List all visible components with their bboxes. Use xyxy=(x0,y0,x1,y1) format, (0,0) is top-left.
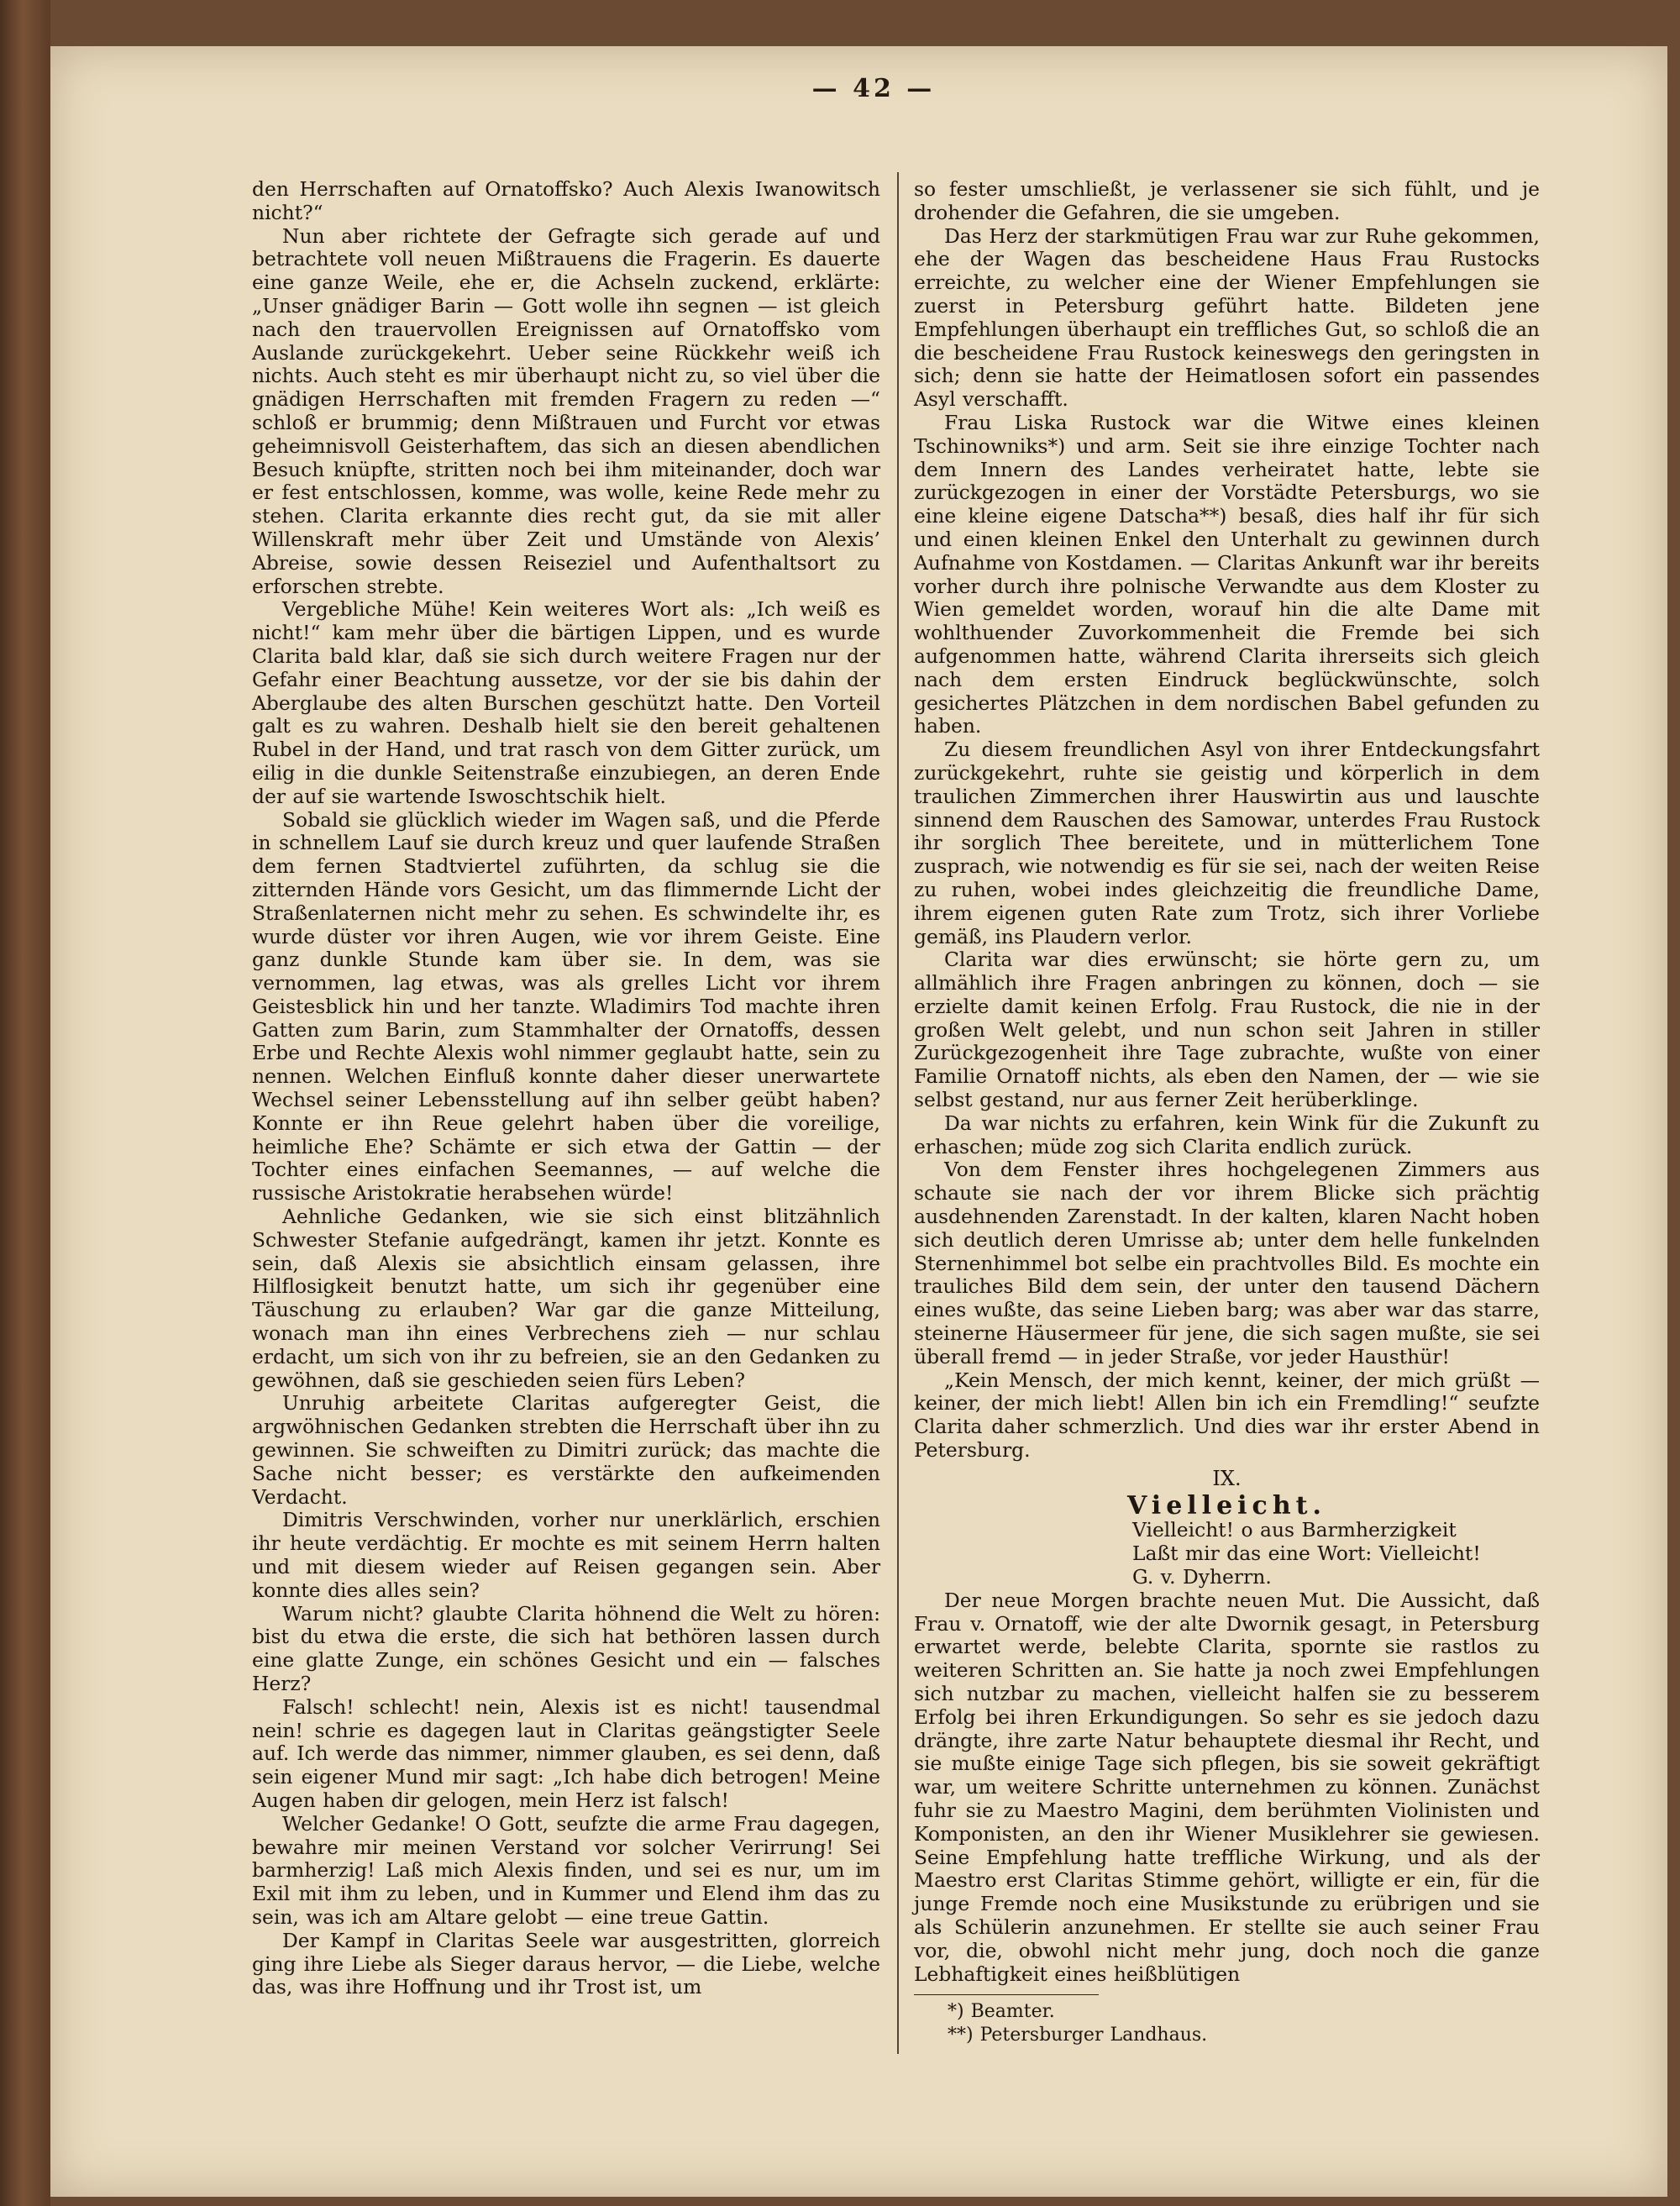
paragraph: Unruhig arbeitete Claritas aufgeregter Geist, die argwöhnischen Gedanken strebten die Herrschaft über ihn zu gewinnen. Sie schweiften zu Dimitri zurück; das machte die Sache nicht besser; es verstärkte den aufkeimenden Verdacht. xyxy=(252,1391,880,1509)
footnote: *) Beamter. xyxy=(948,2001,1055,2023)
paragraph: den Herrschaften auf Ornatoffsko? Auch Alexis Iwanowitsch nicht?“ xyxy=(252,177,880,224)
paragraph: Welcher Gedanke! O Gott, seufzte die arme Frau dagegen, bewahre mir meinen Verstand vor solcher Verirrung! Sei barmherzig! Laß mich Alexis finden, und sei es nur, um im Exil mit ihm zu leben, und in Kummer und Elend ihm das zu sein, was ich am Altare gelobt — eine treue Gattin. xyxy=(252,1811,880,1929)
page-number: — 42 — xyxy=(811,74,936,103)
paragraph: so fester umschließt, je verlassener sie sich fühlt, und je drohender die Gefahren, die sie umgeben. xyxy=(914,177,1540,224)
paragraph: Sobald sie glücklich wieder im Wagen saß, und die Pferde in schnellem Lauf sie durch kreuz und quer laufende Straßen dem fernen Stadtviertel zuführten, da schlug sie die zitternden Hände vors Gesicht, um das flimmernde Licht der Straßenlaternen nicht mehr zu sehen. Es schwindelte ihr, es wurde düster vor ihren Augen, wie vor ihrem Geiste. Eine ganz dunkle Stunde kam über sie. In dem, was sie vernommen, lag etwas, was als grelles Licht vor ihrem Geistesblick hin und her tanzte. Wladimirs Tod machte ihren Gatten zum Barin, zum Stammhalter der Ornatoffs, dessen Erbe und Rechte Alexis wohl nimmer geglaubt hatte, sein zu nennen. Welchen Einfluß konnte daher dieser unerwartete Wechsel seiner Lebensstellung auf ihn selber geübt haben? Konnte er ihn Reue gelehrt haben über die voreilige, heimliche Ehe? Schämte er sich etwa der Gattin — der Tochter eines einfachen Seemannes, — auf welche die russische Aristokratie herabsehen würde! xyxy=(252,807,880,1205)
book-binding xyxy=(0,0,50,2206)
paragraph: Das Herz der starkmütigen Frau war zur Ruhe gekommen, ehe der Wagen das bescheidene Haus Frau Rustocks erreichte, zu welcher eine der Wiener Empfehlungen sie zuerst in Petersburg geführt hatte. Bildeten jene Empfehlungen überhaupt ein treffliches Gut, so schloß die an die bescheidene Frau Rustock keineswegs den geringsten in sich; denn sie hatte der Heimatlosen sofort ein passendes Asyl verschafft. xyxy=(914,223,1540,412)
paragraph: Frau Liska Rustock war die Witwe eines kleinen Tschinowniks*) und arm. Seit sie ihre einzige Tochter nach dem Innern des Landes verheiratet hatte, lebte sie zurückgezogen in einer der Vorstädte Petersburgs, wo sie eine kleine eigene Datscha**) besaß, dies half ihr für sich und einen kleinen Enkel den Unterhalt zu gewinnen durch Aufnahme von Kostdamen. — Claritas Ankunft war ihr bereits vorher durch ihre polnische Verwandte aus dem Kloster zu Wien gemeldet worden, worauf hin die alte Dame mit wohlthuender Zuvorkommenheit die Fremde bei sich aufgenommen hatte, während Clarita ihrerseits sich gleich nach dem ersten Eindruck beglückwünschte, solch gesichertes Plätzchen in dem nordischen Babel gefunden zu haben. xyxy=(914,410,1540,738)
paragraph: Warum nicht? glaubte Clarita höhnend die Welt zu hören: bist du etwa die erste, die sich hat bethören lassen durch eine glatte Zunge, ein schönes Gesicht und ein — falsches Herz? xyxy=(252,1601,880,1695)
right-column xyxy=(914,178,1540,2047)
chapter-number: IX. xyxy=(1212,1466,1242,1490)
right-column-chapter-text xyxy=(914,1589,1540,1987)
paragraph: Da war nichts zu erfahren, kein Wink für die Zukunft zu erhaschen; müde zog sich Clarita endlich zurück. xyxy=(914,1111,1540,1158)
epigraph-attribution: G. v. Dyherrn. xyxy=(1132,1565,1272,1589)
paragraph: Nun aber richtete der Gefragte sich gerade auf und betrachtete voll neuen Mißtrauens die Fragerin. Es dauerte eine ganze Weile, ehe er, die Achseln zuckend, erklärte: „Unser gnädiger Barin — Gott wolle ihn segnen — ist gleich nach den trauervollen Ereignissen auf Ornatoffsko vom Auslande zurückgekehrt. Ueber seine Rückkehr weiß ich nichts. Auch steht es mir überhaupt nicht zu, so viel über die gnädigen Herrschaften mit fremden Fragern zu reden —“ schloß er brummig; denn Mißtrauen und Furcht vor etwas geheimnisvoll Geisterhaftem, das sich an diesen abendlichen Besuch knüpfte, stritten noch bei ihm miteinander, doch war er fest entschlossen, komme, was wolle, keine Rede mehr zu stehen. Clarita erkannte dies recht gut, da sie mit aller Willenskraft mehr über Zeit und Umstände von Alexis’ Abreise, sowie dessen Reiseziel und Aufenthaltsort zu erforschen strebte. xyxy=(252,223,880,598)
paragraph: Clarita war dies erwünscht; sie hörte gern zu, um allmählich ihre Fragen anbringen zu können, doch — sie erzielte damit keinen Erfolg. Frau Rustock, die nie in der großen Welt gelebt, und nun schon seit Jahren in stiller Zurückgezogenheit ihre Tage zubrachte, wußte von einer Familie Ornatoff nichts, als eben den Namen, der — wie sie selbst gestand, nur aus ferner Zeit herüberklinge. xyxy=(914,948,1540,1112)
paragraph: Falsch! schlecht! nein, Alexis ist es nicht! tausendmal nein! schrie es dagegen laut in Claritas geängstigter Seele auf. Ich werde das nimmer, nimmer glauben, es sei denn, daß sein eigener Mund mir sagt: „Ich habe dich betrogen! Meine Augen haben dir gelogen, mein Herz ist falsch! xyxy=(252,1694,880,1812)
paragraph: Vergebliche Mühe! Kein weiteres Wort als: „Ich weiß es nicht!“ kam mehr über die bärtigen Lippen, und es wurde Clarita bald klar, daß sie sich durch weitere Fragen nur der Gefahr einer Beachtung aussetze, vor der sie bis dahin der Aberglaube des alten Burschen geschützt hatte. Den Vorteil galt es zu wahren. Deshalb hielt sie den bereit gehaltenen Rubel in der Hand, und trat rasch von dem Gitter zurück, um eilig in die dunkle Seitenstraße einzubiegen, an deren Ende der auf sie wartende Iswoschtschik hielt. xyxy=(252,597,880,808)
paragraph: „Kein Mensch, der mich kennt, keiner, der mich grüßt — keiner, der mich liebt! Allen bin ich ein Fremdling!“ seufzte Clarita daher schmerzlich. Und dies war ihr erster Abend in Petersburg. xyxy=(914,1368,1540,1463)
paragraph: Zu diesem freundlichen Asyl von ihrer Entdeckungsfahrt zurückgekehrt, ruhte sie geistig und körperlich in dem traulichen Zimmerchen ihrer Hauswirtin aus und lauschte sinnend dem Rauschen des Samowar, unterdes Frau Rustock ihr sorglich Thee bereitete, und in mütterlichem Tone zusprach, wie notwendig es für sie sei, nach der weiten Reise zu ruhen, wobei indes gleichzeitig die freundliche Dame, ihrem eigenen guten Rate zum Trotz, sich ihrer Vorliebe gemäß, ins Plaudern verlor. xyxy=(914,738,1540,948)
epigraph xyxy=(1132,1519,1540,1589)
column-divider xyxy=(897,172,899,2054)
footnote: **) Petersburger Landhaus. xyxy=(948,2025,1208,2046)
paragraph: Aehnliche Gedanken, wie sie sich einst blitzähnlich Schwester Stefanie aufgedrängt, kamen ihr jetzt. Konnte es sein, daß Alexis sie absichtlich einsam gelassen, ihre Hilflosigkeit benutzt hatte, um sich ihr gegenüber eine Täuschung zu erlauben? War gar die ganze Mitteilung, wonach man ihn eines Verbrechens zieh — nur schlau erdacht, um sich von ihr zu befreien, sie an den Gedanken zu gewöhnen, daß sie geschieden seien fürs Leben? xyxy=(252,1205,880,1392)
paragraph: Der Kampf in Claritas Seele war ausgestritten, glorreich ging ihre Liebe als Sieger daraus hervor, — die Liebe, welche das, was ihre Hoffnung und ihr Trost ist, um xyxy=(252,1928,880,1999)
epigraph-line: Vielleicht! o aus Barmherzigkeit xyxy=(1132,1518,1457,1542)
left-column xyxy=(252,178,880,1999)
right-column-text xyxy=(914,178,1540,1463)
chapter-title: Vielleicht. xyxy=(1127,1490,1326,1521)
paragraph: Von dem Fenster ihres hochgelegenen Zimmers aus schaute sie nach der vor ihrem Blicke sich prächtig ausdehnenden Zarenstadt. In der kalten, klaren Nacht hoben sich deutlich deren Umrisse ab; unter dem helle funkelnden Sternenhimmel bot selbe ein prachtvolles Bild. Es mochte ein trauliches Bild dem sein, der unter den tausend Dächern eines wußte, das seine Lieben barg; was aber war das starre, steinerne Häusermeer für jene, die sich sagen mußte, sie sei überall fremd — in jeder Straße, vor jeder Hausthür! xyxy=(914,1158,1540,1368)
epigraph-line: Laßt mir das eine Wort: Vielleicht! xyxy=(1132,1542,1481,1566)
paragraph: Der neue Morgen brachte neuen Mut. Die Aussicht, daß Frau v. Ornatoff, wie der alte Dwornik gesagt, in Petersburg erwartet werde, belebte Clarita, spornte sie rastlos zu weiteren Schritten an. Sie hatte ja noch zwei Empfehlungen sich nutzbar zu machen, vielleicht halfen sie zu besserem Erfolg bei ihren Erkundigungen. So sehr es sie jedoch dazu drängte, ihre zarte Natur behauptete diesmal ihr Recht, und sie mußte einige Tage sich pflegen, bis sie soweit gekräftigt war, um weitere Schritte unternehmen zu können. Zunächst fuhr sie zu Maestro Magini, dem berühmten Violinisten und Komponisten, an den ihr Wiener Musiklehrer sie gewiesen. Seine Empfehlung hatte treffliche Wirkung, und als der Maestro erst Claritas Stimme gehört, willigte er ein, für die junge Fremde noch eine Musikstunde zu erübrigen und sie als Schülerin anzunehmen. Er stellte sie auch seiner Frau vor, die, obwohl nicht mehr jung, doch noch die ganze Lebhaftigkeit eines heißblütigen xyxy=(914,1588,1540,1986)
footnote-rule xyxy=(914,1994,1099,1995)
paragraph: Dimitris Verschwinden, vorher nur unerklärlich, erschien ihr heute verdächtig. Er mochte es mit seinem Herrn halten und mit diesem wieder auf Reisen gegangen sein. Aber konnte dies alles sein? xyxy=(252,1508,880,1602)
